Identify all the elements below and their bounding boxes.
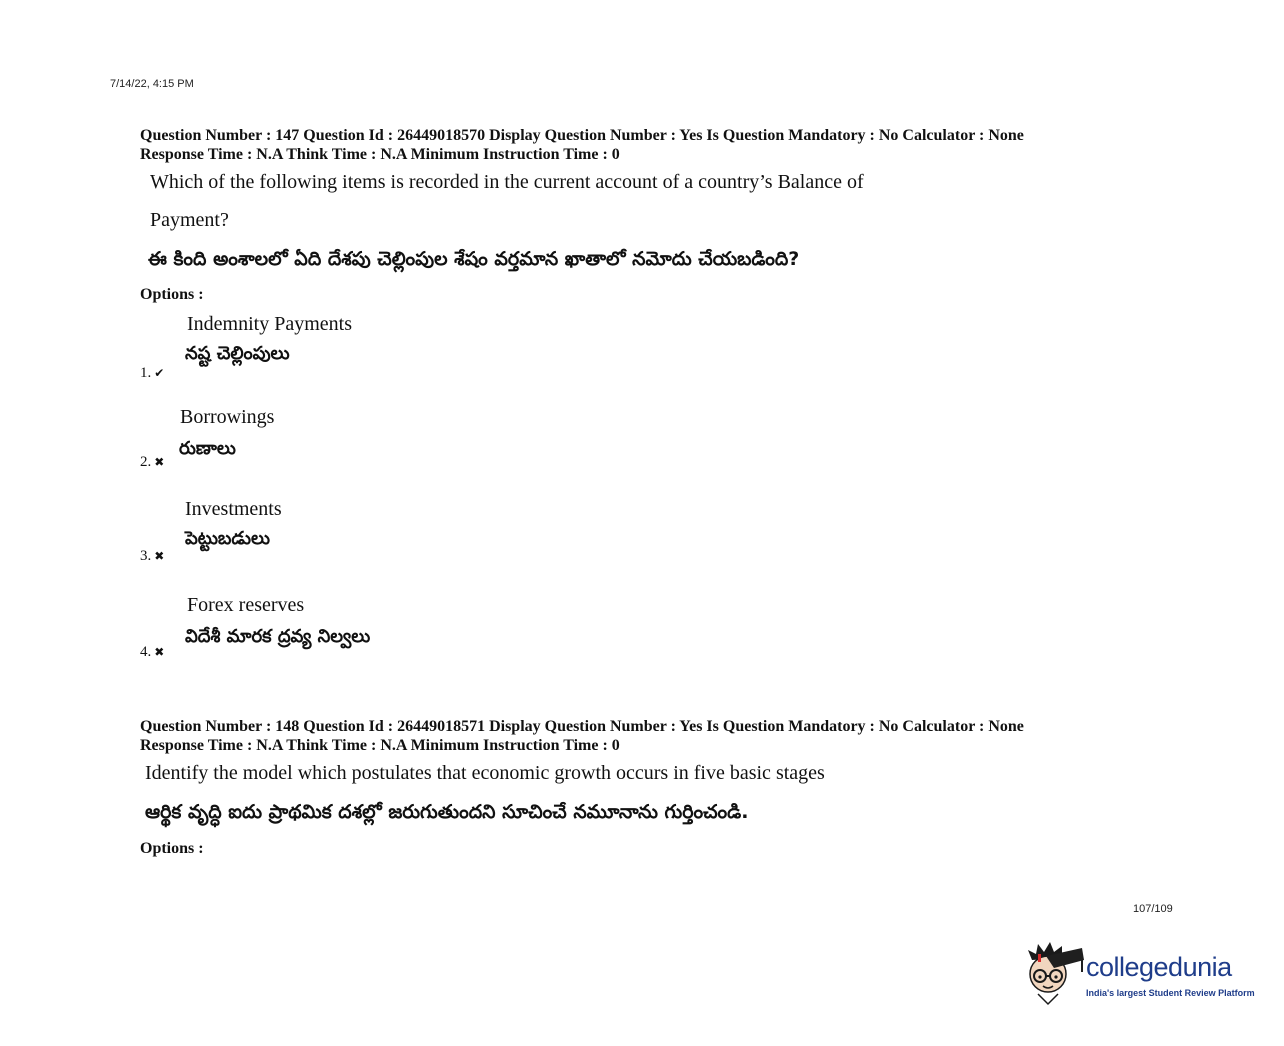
option-text-en: Borrowings [180,406,275,428]
option-number: 1. [140,365,152,381]
correct-check-icon: ✔ [154,366,165,380]
option-text-te: నష్ట చెల్లింపులు [185,343,290,364]
option-text-en: Forex reserves [187,594,305,616]
question-meta-line2: Response Time : N.A Think Time : N.A Minimum Instruction Time : 0 [140,146,620,163]
question-147 [140,126,1140,666]
collegedunia-logo [1024,938,1264,1010]
option-text-en: Indemnity Payments [187,313,352,335]
option-2 [140,406,540,476]
option-number: 2. [140,454,152,470]
option-number: 4. [140,644,152,660]
wrong-cross-icon: ✖ [154,549,165,563]
options-label: Options : [140,286,204,303]
option-text-te: పెట్టుబడులు [185,528,270,549]
question-148 [140,717,1140,867]
question-text-en: Which of the following items is recorded in the current account of a country’s Balance of [150,171,864,193]
question-meta-line2: Response Time : N.A Think Time : N.A Minimum Instruction Time : 0 [140,737,620,754]
question-text-te: ఆర్థిక వృద్ధి ఐదు ప్రాథమిక దశల్లో జరుగుతుందని సూచించే నమూనాను గుర్తించండి. [145,801,749,823]
question-text-en: Identify the model which postulates that economic growth occurs in five basic stages [145,762,825,784]
logo-name: collegedunia [1086,952,1232,982]
question-meta-line1: Question Number : 148 Question Id : 26449018571 Display Question Number : Yes Is Question Mandatory : No Calculator : None [140,718,1024,735]
option-3 [140,498,540,568]
option-text-te: విదేశీ మారక ద్రవ్య నిల్వలు [185,626,371,647]
student-mascot-icon [1024,938,1086,1010]
option-text-te: రుణాలు [179,438,236,459]
logo-tagline: India's largest Student Review Platform [1086,988,1255,998]
print-timestamp: 7/14/22, 4:15 PM [110,78,194,90]
question-text-en-cont: Payment? [150,209,229,231]
option-1 [140,311,540,386]
option-text-en: Investments [185,498,282,520]
wrong-cross-icon: ✖ [154,455,165,469]
question-text-te: ఈ కింది అంశాలలో ఏది దేశపు చెల్లింపుల శేషం వర్తమాన ఖాతాలో నమోదు చేయబడింది? [148,248,800,270]
option-4 [140,594,540,664]
option-number: 3. [140,548,152,564]
wrong-cross-icon: ✖ [154,645,165,659]
page-number: 107/109 [1133,903,1173,915]
question-meta-line1: Question Number : 147 Question Id : 26449018570 Display Question Number : Yes Is Question Mandatory : No Calculator : None [140,127,1024,144]
options-label: Options : [140,840,204,857]
